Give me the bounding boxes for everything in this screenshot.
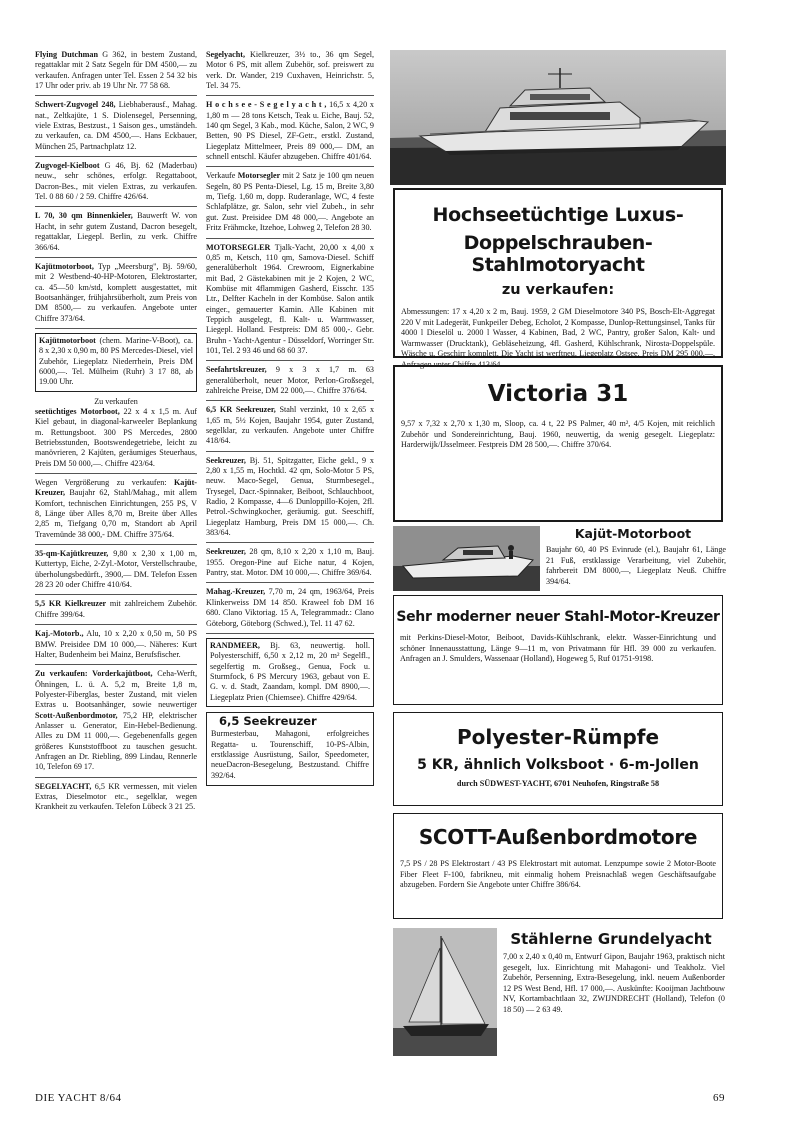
ad-lead: MOTORSEGLER bbox=[206, 242, 271, 252]
classified-ad bbox=[35, 629, 197, 665]
classified-ad bbox=[35, 262, 197, 329]
ad-text: Burmesterbau, Mahagoni, erfolgreiches Regatta- u. Tourenschiff, 10-PS-Albin, erstklassige Ausrüstung, Sailor, Speedometer, neueDacron-Besegelung, Bestzustand. Chiffre 392/64. bbox=[211, 729, 369, 780]
ad-lead: Motorsegler bbox=[237, 171, 281, 181]
ad-lead: 35-qm-Kajütkreuzer, bbox=[35, 549, 109, 559]
ad-lead: Segelyacht, bbox=[206, 50, 246, 59]
stahlmotor-title: Sehr moderner neuer Stahl-Motor-Kreuzer bbox=[396, 609, 720, 625]
ad-lead: H o c h s e e - S e g e l y a c h t , bbox=[206, 100, 327, 110]
boxed-ad bbox=[206, 712, 374, 786]
ad-intro: Wegen Vergrößerung zu verkaufen: bbox=[35, 478, 174, 488]
kajuet-title: Kajüt-Motorboot bbox=[574, 526, 692, 541]
ad-text: mit zahlreichem Zubehör. Chiffre 399/64. bbox=[35, 599, 197, 619]
ad-text: Tjalk-Yacht, 20,00 x 4,00 x 0,85 m, Ketsch, 110 qm, Samova-Diesel. Schiff generalüberholt 1964. Crewroom, Eignerkabine mit Bad, 2 Gästekabinen mit je 2 Kojen, 2 WC, Kombüse mit 4flammigen Gasherd, Eisschr. 135 Ltr., Delfter Kacheln in der Kombüse. Salon antik einger., gemauerter Kamin. Alle Kabinen mit Teppich ausgelegt, fl. Kalt- u. Warmwasser, Liegepl. Holland. Festpreis: DM 85 000,-. Gebr. Bruhn - Yacht-Agentur - Düsseldorf, Worringer Str. 101, Tel. 2 93 46 und 68 60 37. bbox=[206, 242, 374, 355]
luxus-title-line-1: Hochseetüchtige Luxus- bbox=[432, 204, 684, 226]
ad-lead: Kajütmotorboot bbox=[39, 335, 96, 345]
classified-ad bbox=[35, 549, 197, 595]
ad-lead: 5,5 KR Kielkreuzer bbox=[35, 599, 107, 609]
luxus-text: Abmessungen: 17 x 4,20 x 2 m, Bauj. 1959, 2 GM Dieselmotore 340 PS, Bosch-Elt-Aggregat 220 V mit Ladegerät, Funkpeiler Debeg, Echolot, 2 Kompasse, Dunlop-Rettungsinsel, Tanks für 4000 l Dieselöl u. 2000 l Wasser, 4 Kabinen, Bad, 2 WC, Pantry, großer Salon, Kalt- und Warmwasser (Drucktank), Gebläseheizung, 4fl. Gasherd, Kühlschrank, Nirosta-Doppelspüle. Wäsche u. Geschirr komplett. Die Yacht ist werftneu. Liegeplatz Ostsee. Preis DM 295 000,—. Anfragen unter Chiffre 413/64. bbox=[401, 307, 715, 369]
classified-ad bbox=[35, 211, 197, 257]
ad-lead: SEGELYACHT, bbox=[35, 781, 92, 791]
classified-ad bbox=[206, 365, 374, 401]
ad-text: Baujahr 62, Stahl/Mahag., mit allem Komfort, technischen Einrichtungen, 255 PS, V 8, Länge über Alles 8,70 m, Breite über Alles 2,85 m, Tiefgang 0,70 m, Standort ab April Travemünde 38 000,- DM. Chiffre 375/64. bbox=[35, 488, 197, 539]
classified-ad bbox=[35, 333, 197, 392]
ad-lead: seetüchtiges Motorboot, bbox=[35, 406, 120, 416]
victoria-ad bbox=[393, 365, 723, 522]
luxus-yacht-ad bbox=[393, 188, 723, 369]
ad-text: G 362, in bestem Zustand, regattaklar mit 2 Satz Segeln für DM 4500,— zu verkaufen. Anfragen unter Tel. Essen 2 54 32 bis 17 Uhr oder priv. ab 19 Uhr Nr. 77 58 68. bbox=[35, 50, 197, 91]
polyester-subtitle: 5 KR, ähnlich Volksboot · 6-m-Jollen bbox=[417, 757, 699, 773]
ad-lead: Kaj.-Motorb., bbox=[35, 629, 84, 639]
ad-lead: Mahag.-Kreuzer, bbox=[206, 587, 266, 597]
luxus-title-line-3: zu verkaufen: bbox=[501, 282, 615, 298]
ad-lead: Zugvogel-Kielboot bbox=[35, 161, 100, 171]
scott-text: 7,5 PS / 28 PS Elektrostart / 43 PS Elektrostart mit automat. Lenzpumpe sowie 2 Motor-Boote Fiber Fleet F-100, fabrikneu, mit einmalig hohem Preisnachlaß wegen Geschäftsaufgabe abzugeben. Fordern Sie Angebote unter Chiffre 386/64. bbox=[400, 859, 716, 889]
ad-lead: RANDMEER, bbox=[210, 640, 260, 650]
classifieds-column-2 bbox=[206, 50, 374, 791]
classified-ad bbox=[206, 243, 374, 362]
ad-text: Bj. 51, Spitzgatter, Eiche gekl., 9 x 2,80 x 1,55 m, Hochtkl. 42 qm, Solo-Motor 5 PS, neuw. Maco-Segel, Genua, Sturmbesegel., Trysegel, Dacr.-Spinnaker, Beiboot, Schlauchboot, Radio, 2 Kompasse, 4—6 Dunloppillo-Kojen, 2fl. Petrol.-Schwingkocher, geräumig. gut. Seeschiff, Liegeplatz Hamburg, Preis DM 15 000,—. Ch. 383/64. bbox=[206, 455, 374, 538]
ad-text: Ceha-Werft, Öhningen, L. ü. A. 5,2 m, Breite 1,8 m, Polyester-Fiberglas, bester Zustand, mit vielen Extras u. Bootsanhänger, sowie neuwertiger bbox=[35, 669, 197, 710]
ad-heading: 6,5 Seekreuzer bbox=[219, 713, 317, 728]
ad-text: 6,5 KR vermessen, mit vielen Extras, Dieselmotor etc., segelklar, wegen Krankheit zu verkaufen. Telefon Lübeck 3 21 25. bbox=[35, 781, 197, 812]
classified-ad bbox=[35, 161, 197, 207]
ad-lead: Kajüt-Kreuzer, bbox=[35, 478, 197, 498]
ad-lead: 6,5 KR Seekreuzer, bbox=[206, 405, 276, 415]
classified-ad bbox=[35, 599, 197, 625]
stahlmotor-text: mit Perkins-Diesel-Motor, Beiboot, Davids-Kühlschrank, elektr. Wasser-Einrichtung und schöner Innenausstattung, Länge 9—11 m, von Privatmann für Hfl. 39 000 zu verkaufen. Anfragen an J. Smulders, Wassenaar (Holland), Hogeweg 5, Ruf 01751-9198. bbox=[400, 633, 716, 663]
classified-ad bbox=[35, 397, 197, 474]
ad-text: 7,70 m, 24 qm, 1963/64, Preis Klinkerweiss DM 14 850. Kraweel fob DM 16 680. Clano Viktoriag. 15 A, Telegrammadr.: Clano Göteborg, Göteborg (Schwed.), Tel. 11 47 62. bbox=[206, 587, 374, 628]
ad-lead: Kajütmotorboot, bbox=[35, 261, 94, 271]
kajuet-text: Baujahr 60, 40 PS Evinrude (el.), Baujahr 61, Länge 21 Fuß, erstklassige Verarbeitung, viel Zubehör, fahrbereit DM 8000,—, Liegeplatz Neuß. Chiffre 394/64. bbox=[546, 545, 726, 586]
classified-ad bbox=[206, 456, 374, 544]
ad-text: Liebhaberausf., Mahag. nat., Zeltkajüte, 1 S. Diolensegel, Persenning, viele Extras, Bestzust., 1 Saison ges., umständeh. zu verkaufen, ca. DM 4500,—. Hans Eckbauer, München 25, Partnachplatz 12. bbox=[35, 100, 197, 151]
ad-lead: Seekreuzer, bbox=[206, 455, 246, 465]
ad-text: G 46, Bj. 62 (Maderbau) neuw., sehr schönes, erfolgr. Regattaboot, Dacron-Bes., mit vielen Extras, zu verkaufen. Tel. 0 88 60 / 2 59. Chiffre 426/64. bbox=[35, 161, 197, 202]
classified-ad bbox=[35, 782, 197, 817]
kajuet-ad bbox=[540, 526, 726, 587]
ad-lead: L 70, 30 qm Binnenkieler, bbox=[35, 211, 133, 221]
magazine-footer: DIE YACHT 8/64 bbox=[35, 1092, 122, 1104]
victoria-title: Victoria 31 bbox=[487, 381, 629, 407]
ad-intro: Zu verkaufen bbox=[94, 396, 138, 406]
classified-ad bbox=[35, 50, 197, 96]
scott-ad bbox=[393, 813, 723, 919]
classifieds-column-1 bbox=[35, 50, 197, 821]
ad-text: 9,80 x 2,30 x 1,00 m, Kuttertyp, Eiche, 2-Zyl.-Motor, Verstellschraube, überholungsbedürft., 3900,— DM. Telefon Essen 28 23 20 oder Chiffre 410/64. bbox=[35, 549, 197, 590]
classified-ad bbox=[35, 669, 197, 777]
ad-lead: Schwert-Zugvogel 248, bbox=[35, 100, 116, 110]
motoryacht-photo bbox=[390, 50, 726, 185]
ad-text: Stahl verzinkt, 10 x 2,65 x 1,65 m, 5½ Kojen, Baujahr 1954, guter Zustand, segelklar, zu verkaufen. Angebote unter Chiffre 418/64. bbox=[206, 405, 375, 446]
ad-text: 22 x 4 x 1,5 m. Auf Kiel gebaut, in diagonal-karweeler Beplankung m. Rettungsboot. 300 PS Mercedes, 2800 Betriebsstunden, Bootswendegetriebe, leicht zu manövrieren, 2 Kajüten, geräumiges Steuerhaus, Preis DM 50 000,—. Chiffre 423/64. bbox=[35, 406, 197, 468]
classified-ad bbox=[35, 100, 197, 157]
classified-ad bbox=[206, 547, 374, 583]
ad-text: Typ „Meersburg", Bj. 59/60, mit 2 Westbend-40-HP-Motoren, Elektrostarter, ca. 45—50 km/std, komplett ausgestattet, mit Bootsanhänger, frühjahrsüberholt, zum Preis von DM 8500,— zu verkaufen. Angebote unter Chiffre 373/64. bbox=[35, 261, 197, 323]
ad-intro: Verkaufe bbox=[206, 171, 238, 181]
ad-text: 28 qm, 8,10 x 2,20 x 1,10 m, Bauj. 1955. Oregon-Pine auf Eiche natur, 4 Kojen, Pantry, stat. Motor. DM 10 000,—. Chiffre 369/64. bbox=[206, 547, 374, 578]
ad-lead: Seekreuzer, bbox=[206, 547, 246, 557]
classified-ad bbox=[35, 478, 197, 545]
classified-ad bbox=[206, 587, 374, 633]
ad-text: Bauwerft W. von Hacht, in sehr gutem Zustand, Dacron besegelt, regattaklar, Liegepl. Berlin, zu verk. Chiffre 366/64. bbox=[35, 211, 198, 252]
ad-lead: Scott-Außenbordmotor, bbox=[35, 710, 118, 720]
ad-text: Alu, 10 x 2,20 x 0,50 m, 50 PS BMW. Preisidee DM 10 000,—. Näheres: Kurt Halter, Budenheim bei Mainz, Berufsfischer. bbox=[35, 629, 197, 659]
page-number: 69 bbox=[713, 1092, 725, 1104]
stahlmotor-ad bbox=[393, 595, 723, 705]
boxed-ad bbox=[206, 638, 374, 707]
ad-text: (chem. Marine-V-Boot), ca. 8 x 2,30 x 0,90 m, 80 PS Mercedes-Diesel, viel Zubehör, Liegeplatz Niederrhein, Preis DM 6000,—. Tel. Mülheim (Ruhr) 3 17 88, ab 19.00 Uhr. bbox=[39, 335, 193, 387]
ad-text: 16,5 x 4,20 x 1,80 m — 28 tons Ketsch, Teak u. Eiche, Bauj. 52, 140 qm Segel, 3 Kab., mod. Küche, Salon, 2 WC, 9 Betten, 90 PS Diesel, ZF-Getr., erstkl. Zustand, Liegeplatz Mittelmeer, Preis 89 000,— DM, an schnell entschl. Käufer abzugeben. Chiffre 401/64. bbox=[206, 100, 374, 162]
classified-ad bbox=[206, 638, 374, 707]
grundelyacht-photo bbox=[393, 928, 497, 1056]
ad-lead: Flying Dutchman bbox=[35, 50, 98, 59]
ad-text: mit 2 Satz je 100 qm neuen Segeln, 80 PS Penta-Diesel, Lg. 15 m, Breite 3,80 m, Tiefg. 1,60 m, dopp. Ruderanlage, WC, 4 feste Schlafplätze, gr. Salon, sehr viel Zubeh., in sehr gut. Zust. Preisidee DM 48 000,—. Angebote an Fritz Frähmcke, Itzehoe, Lohweg 2, Telefon 28 30. bbox=[206, 171, 374, 233]
kajuet-motorboot-photo bbox=[393, 526, 540, 591]
polyester-title: Polyester-Rümpfe bbox=[456, 725, 660, 749]
victoria-text: 9,57 x 7,32 x 2,70 x 1,30 m, Sloop, ca. 4 t, 22 PS Palmer, 40 m², 4/5 Kojen, mit reichlich Zubehör und Sondereinrichtung, Bauj. 1960, neuwertig, da wenig gesegelt. Liegeplatz: Harderwijk/IJsselmeer. Festpreis DM 28 500,—. Chiffre 370/64. bbox=[401, 419, 715, 449]
ad-text: Kielkreuzer, 3½ to., 36 qm Segel, Motor 6 PS, mit allem Zubehör, sof. preiswert zu verk. Dr. Wander, 219 Cuxhaven, Heinrichstr. 5, Tel. 34 75. bbox=[206, 50, 374, 91]
luxus-title-line-2: Doppelschrauben-Stahlmotoryacht bbox=[463, 232, 653, 276]
polyester-ad bbox=[393, 712, 723, 806]
ad-text: 9 x 3 x 1,7 m. 63 generalüberholt, neuer Motor, Perlon-Großsegel, zahlreiche Preise, DM 22 000,—. Chiffre 376/64. bbox=[206, 365, 374, 395]
classified-ad bbox=[206, 171, 374, 238]
polyester-address: durch SÜDWEST-YACHT, 6701 Neuhofen, Ringstraße 58 bbox=[456, 779, 660, 788]
grundel-text: 7,00 x 2,40 x 0,40 m, Entwurf Gipon, Baujahr 1963, praktisch nicht gesegelt, lux. Einrichtung mit Mahagoni- und Teakholz. Viel Zubehör, Persenning, Extra-Besegelung, inkl. neuem Außenborder 12 PS West Bend, Hfl. 17 000,—. Auskünfte: Kooijman Jachtbouw NV, Kortambachtlaan 32, ZWIJNDRECHT (Holland), Telefon (0 18 50) — 2 63 49. bbox=[503, 952, 725, 1014]
grundel-title: Stählerne Grundelyacht bbox=[510, 930, 712, 948]
ad-lead: Zu verkaufen: Vorderkajütboot, bbox=[35, 669, 153, 679]
ad-text: 75,2 HP, elektrischer Anlasser u. Generator, Ein-Hebel-Bedienung. Alles zu DM 11 000,—. Gegebenenfalls gegen größeres Kunststoffboot zu tauschen gesucht. Anfragen an Dr. Riebling, 899 Lindau, Rennerle 10, Telefon 69 17. bbox=[35, 710, 197, 772]
boxed-ad bbox=[35, 333, 197, 392]
ad-text: Bj. 63, neuwertig. holl. Polyesterschiff, 6,50 x 2,12 m, 20 m² Segelfl., segelfertig m. Großseg., Genua, Fock u. Sturmfock, 6 PS Mercury 1963, gebaut von E. G. v. d. Stadt, Zaandam, kompl. DM 8900,—. Liegeplatz Prien (Chiemsee). Chiffre 429/64. bbox=[210, 640, 370, 702]
scott-title: SCOTT-Außenbordmotore bbox=[418, 825, 698, 849]
classified-ad bbox=[206, 405, 374, 451]
classified-ad bbox=[206, 712, 374, 786]
classified-ad bbox=[206, 100, 374, 167]
grundel-ad bbox=[497, 930, 725, 1015]
classified-ad bbox=[206, 50, 374, 96]
ad-lead: Seefahrtskreuzer, bbox=[206, 365, 267, 375]
